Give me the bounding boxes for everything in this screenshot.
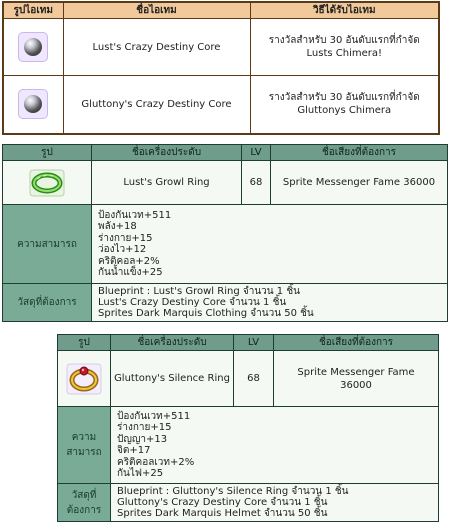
ring-header-row bbox=[3, 145, 448, 161]
gold-red-ring-icon bbox=[66, 363, 102, 395]
ring-header-name: ชื่อเครื่องประดับ bbox=[111, 335, 234, 351]
items-header-name: ชื่อไอเทม bbox=[63, 2, 250, 19]
ring-name: Gluttony's Silence Ring bbox=[111, 351, 234, 407]
ability-item: ปัญญา+13 bbox=[117, 433, 168, 445]
ability-item: ร่างกาย+15 bbox=[117, 422, 172, 433]
ring-fame: Sprite Messenger Fame 36000 bbox=[271, 161, 448, 205]
items-table bbox=[2, 1, 440, 135]
ability-item: ว่องไว+12 bbox=[98, 244, 147, 255]
materials-label: วัสดุที่ต้องการ bbox=[58, 484, 111, 522]
material-item: Blueprint : Lust's Growl Ring จำนวน 1 ชิ้น bbox=[98, 286, 300, 297]
items-row-icon-cell bbox=[3, 19, 63, 76]
items-row-icon-cell bbox=[3, 76, 63, 134]
ring-header-name: ชื่อเครื่องประดับ bbox=[92, 145, 242, 161]
crazy-destiny-core-icon bbox=[18, 32, 48, 62]
material-item: Sprites Dark Marquis Helmet จำนวน 50 ชิ้น bbox=[117, 508, 328, 519]
ring-icon-cell bbox=[58, 351, 111, 407]
materials-label: วัสดุที่ต้องการ bbox=[3, 284, 92, 322]
ability-item: กันน้ำแข็ง+25 bbox=[98, 267, 163, 278]
material-item: Lust's Crazy Destiny Core จำนวน 1 ชิ้น bbox=[98, 297, 287, 308]
ability-item: ป้องกันเวท+511 bbox=[98, 209, 172, 221]
material-item: Sprites Dark Marquis Clothing จำนวน 50 ชิ้น bbox=[98, 308, 314, 319]
ability-item: คริติคอลเวท+2% bbox=[117, 456, 195, 468]
items-row-name: Gluttony's Crazy Destiny Core bbox=[63, 76, 250, 134]
ring-fame-line1: Sprite Messenger Fame bbox=[297, 366, 415, 378]
ring-lv: 68 bbox=[242, 161, 271, 205]
items-row-how-line2: Lusts Chimera! bbox=[306, 48, 382, 59]
ring-icon-cell bbox=[3, 161, 92, 205]
green-ring-icon bbox=[29, 169, 65, 197]
ring-header-row bbox=[58, 335, 439, 351]
items-row-name: Lust's Crazy Destiny Core bbox=[63, 19, 250, 76]
material-item: Gluttony's Crazy Destiny Core จำนวน 1 ชิ้น bbox=[117, 497, 328, 508]
ability-list bbox=[111, 407, 439, 484]
materials-list bbox=[111, 484, 439, 522]
ring-header-image: รูป bbox=[58, 335, 111, 351]
ability-label: ความสามารถ bbox=[58, 407, 111, 484]
ability-item: พลัง+18 bbox=[98, 221, 137, 232]
items-row-how bbox=[250, 19, 439, 76]
items-row-how bbox=[250, 76, 439, 134]
material-item: Blueprint : Gluttony's Silence Ring จำนวน 1 ชิ้น bbox=[117, 486, 349, 497]
ability-item: กันไฟ+25 bbox=[117, 468, 164, 479]
ring-header-fame: ชื่อเสียงที่ต้องการ bbox=[271, 145, 448, 161]
ring-ability-row bbox=[3, 205, 448, 284]
ring-lv: 68 bbox=[234, 351, 274, 407]
ring-materials-row bbox=[58, 484, 439, 522]
materials-list bbox=[92, 284, 448, 322]
ring-table-gluttony bbox=[57, 334, 439, 522]
ability-item: ป้องกันเวท+511 bbox=[117, 410, 191, 422]
items-header-row bbox=[3, 2, 439, 19]
ability-list bbox=[92, 205, 448, 284]
items-row bbox=[3, 76, 439, 134]
ring-header-lv: LV bbox=[234, 335, 274, 351]
ring-materials-row bbox=[3, 284, 448, 322]
ring-name: Lust's Growl Ring bbox=[92, 161, 242, 205]
ring-ability-row bbox=[58, 407, 439, 484]
ring-header-lv: LV bbox=[242, 145, 271, 161]
ability-item: คริติคอล+2% bbox=[98, 255, 160, 267]
ring-fame-line2: 36000 bbox=[340, 379, 372, 391]
ring-fame bbox=[274, 351, 439, 407]
items-header-how: วิธีได้รับไอเทม bbox=[250, 2, 439, 19]
ring-header-image: รูป bbox=[3, 145, 92, 161]
ring-main-row bbox=[58, 351, 439, 407]
items-row-how-line1: รางวัลสำหรับ 30 อันดับแรกที่กำจัด bbox=[268, 92, 420, 104]
ability-label: ความสามารถ bbox=[3, 205, 92, 284]
items-row-how-line1: รางวัลสำหรับ 30 อันดับแรกที่กำจัด bbox=[268, 35, 420, 46]
crazy-destiny-core-icon bbox=[18, 89, 48, 119]
ring-header-fame: ชื่อเสียงที่ต้องการ bbox=[274, 335, 439, 351]
items-header-image: รูปไอเทม bbox=[3, 2, 63, 19]
ability-item: จิต+17 bbox=[117, 445, 151, 456]
items-row-how-line2: Gluttonys Chimera bbox=[297, 105, 392, 117]
ability-item: ร่างกาย+15 bbox=[98, 232, 153, 244]
ring-main-row bbox=[3, 161, 448, 205]
ring-table-lust bbox=[2, 144, 448, 322]
items-row bbox=[3, 19, 439, 76]
